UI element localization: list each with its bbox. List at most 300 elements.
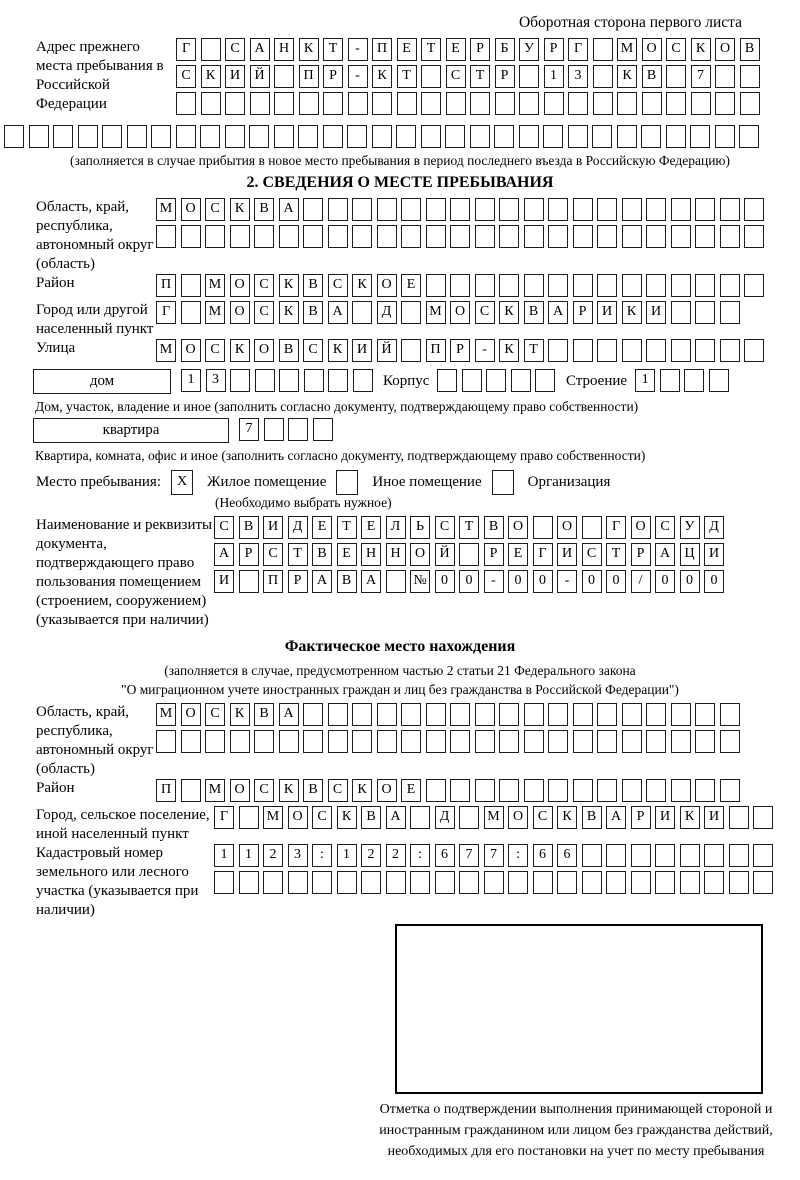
char-box[interactable]: М [156, 198, 176, 221]
char-box[interactable] [671, 198, 691, 221]
char-box[interactable] [744, 198, 764, 221]
char-box[interactable] [695, 703, 715, 726]
char-box[interactable]: М [426, 301, 446, 324]
char-box[interactable] [680, 871, 700, 894]
char-box[interactable]: Р [470, 38, 490, 61]
char-box[interactable]: В [254, 703, 274, 726]
char-box[interactable] [303, 225, 323, 248]
char-box[interactable] [573, 225, 593, 248]
char-box[interactable]: И [655, 806, 675, 829]
char-box[interactable] [499, 779, 519, 802]
char-box[interactable] [720, 274, 740, 297]
char-box[interactable] [475, 703, 495, 726]
char-box[interactable] [421, 65, 441, 88]
char-box[interactable] [646, 703, 666, 726]
char-box[interactable] [622, 225, 642, 248]
char-box[interactable]: Е [397, 38, 417, 61]
char-box[interactable] [695, 730, 715, 753]
char-box[interactable] [740, 92, 760, 115]
char-box[interactable]: Т [470, 65, 490, 88]
char-box[interactable] [486, 369, 506, 392]
char-box[interactable]: К [279, 301, 299, 324]
char-box[interactable]: П [299, 65, 319, 88]
char-box[interactable] [573, 730, 593, 753]
char-box[interactable]: Т [524, 339, 544, 362]
char-box[interactable]: С [254, 274, 274, 297]
char-box[interactable] [695, 339, 715, 362]
char-box[interactable] [459, 543, 479, 566]
char-box[interactable] [715, 125, 735, 148]
char-box[interactable] [176, 92, 196, 115]
char-box[interactable]: О [181, 339, 201, 362]
char-box[interactable]: 1 [635, 369, 655, 392]
char-box[interactable] [671, 274, 691, 297]
char-box[interactable] [508, 871, 528, 894]
char-box[interactable]: О [181, 703, 201, 726]
char-box[interactable]: И [352, 339, 372, 362]
char-box[interactable] [323, 125, 343, 148]
char-box[interactable] [372, 125, 392, 148]
char-box[interactable] [715, 92, 735, 115]
char-box[interactable]: С [205, 339, 225, 362]
char-box[interactable]: С [254, 779, 274, 802]
char-box[interactable]: О [288, 806, 308, 829]
char-box[interactable] [156, 225, 176, 248]
char-box[interactable] [519, 125, 539, 148]
char-box[interactable]: В [303, 301, 323, 324]
char-box[interactable] [176, 125, 196, 148]
char-box[interactable] [279, 369, 299, 392]
char-box[interactable] [225, 125, 245, 148]
char-box[interactable] [695, 225, 715, 248]
char-box[interactable] [401, 703, 421, 726]
char-box[interactable] [597, 225, 617, 248]
char-box[interactable]: 0 [435, 570, 455, 593]
char-box[interactable]: У [680, 516, 700, 539]
char-box[interactable] [709, 369, 729, 392]
char-box[interactable]: 7 [239, 418, 259, 441]
char-box[interactable] [299, 92, 319, 115]
char-box[interactable]: В [337, 570, 357, 593]
char-box[interactable] [684, 369, 704, 392]
char-box[interactable]: Р [631, 543, 651, 566]
char-box[interactable]: М [484, 806, 504, 829]
char-box[interactable]: И [704, 806, 724, 829]
char-box[interactable] [336, 470, 358, 495]
char-box[interactable] [377, 703, 397, 726]
char-box[interactable] [462, 369, 482, 392]
char-box[interactable] [249, 125, 269, 148]
char-box[interactable] [573, 339, 593, 362]
char-box[interactable]: 6 [557, 844, 577, 867]
char-box[interactable]: С [435, 516, 455, 539]
char-box[interactable] [753, 871, 773, 894]
char-box[interactable] [606, 871, 626, 894]
char-box[interactable] [568, 92, 588, 115]
char-box[interactable] [499, 225, 519, 248]
char-box[interactable] [582, 516, 602, 539]
char-box[interactable] [622, 198, 642, 221]
char-box[interactable] [548, 198, 568, 221]
char-box[interactable] [671, 779, 691, 802]
char-box[interactable]: В [303, 779, 323, 802]
char-box[interactable] [426, 225, 446, 248]
char-box[interactable]: 7 [459, 844, 479, 867]
char-box[interactable] [671, 730, 691, 753]
char-box[interactable] [303, 703, 323, 726]
char-box[interactable] [646, 779, 666, 802]
char-box[interactable]: П [372, 38, 392, 61]
char-box[interactable]: № [410, 570, 430, 593]
char-box[interactable] [533, 516, 553, 539]
char-box[interactable] [181, 274, 201, 297]
char-box[interactable] [437, 369, 457, 392]
char-box[interactable]: Р [484, 543, 504, 566]
char-box[interactable] [470, 125, 490, 148]
char-box[interactable]: О [181, 198, 201, 221]
char-box[interactable] [704, 871, 724, 894]
char-box[interactable] [744, 339, 764, 362]
char-box[interactable] [494, 125, 514, 148]
char-box[interactable]: С [328, 779, 348, 802]
char-box[interactable] [255, 369, 275, 392]
char-box[interactable]: 7 [691, 65, 711, 88]
char-box[interactable] [312, 871, 332, 894]
char-box[interactable]: Е [508, 543, 528, 566]
char-box[interactable] [548, 225, 568, 248]
char-box[interactable] [475, 730, 495, 753]
char-box[interactable] [499, 703, 519, 726]
char-box[interactable] [606, 844, 626, 867]
char-box[interactable] [740, 65, 760, 88]
char-box[interactable] [274, 92, 294, 115]
char-box[interactable]: П [156, 779, 176, 802]
char-box[interactable] [352, 703, 372, 726]
char-box[interactable] [499, 730, 519, 753]
char-box[interactable] [263, 871, 283, 894]
char-box[interactable]: 3 [206, 369, 226, 392]
char-box[interactable] [535, 369, 555, 392]
char-box[interactable]: 0 [508, 570, 528, 593]
char-box[interactable]: А [279, 198, 299, 221]
char-box[interactable] [303, 730, 323, 753]
char-box[interactable]: 6 [435, 844, 455, 867]
char-box[interactable] [548, 703, 568, 726]
char-box[interactable] [274, 65, 294, 88]
char-box[interactable] [337, 871, 357, 894]
char-box[interactable]: С [533, 806, 553, 829]
char-box[interactable] [597, 703, 617, 726]
char-box[interactable]: Р [573, 301, 593, 324]
char-box[interactable]: К [337, 806, 357, 829]
char-box[interactable] [328, 369, 348, 392]
char-box[interactable]: В [239, 516, 259, 539]
char-box[interactable] [492, 470, 514, 495]
char-box[interactable] [201, 38, 221, 61]
char-box[interactable] [622, 779, 642, 802]
char-box[interactable]: М [205, 779, 225, 802]
char-box[interactable] [127, 125, 147, 148]
char-box[interactable]: Р [631, 806, 651, 829]
char-box[interactable]: 0 [459, 570, 479, 593]
char-box[interactable] [720, 730, 740, 753]
char-box[interactable] [533, 871, 553, 894]
char-box[interactable]: К [499, 301, 519, 324]
char-box[interactable] [205, 730, 225, 753]
char-box[interactable] [250, 92, 270, 115]
char-box[interactable]: - [348, 65, 368, 88]
char-box[interactable] [646, 198, 666, 221]
char-box[interactable] [642, 92, 662, 115]
char-box[interactable] [435, 871, 455, 894]
char-box[interactable] [729, 806, 749, 829]
char-box[interactable]: В [361, 806, 381, 829]
char-box[interactable] [695, 779, 715, 802]
char-box[interactable]: Ь [410, 516, 430, 539]
char-box[interactable]: С [263, 543, 283, 566]
char-box[interactable]: К [279, 779, 299, 802]
char-box[interactable] [410, 871, 430, 894]
char-box[interactable]: О [715, 38, 735, 61]
char-box[interactable] [352, 730, 372, 753]
char-box[interactable] [29, 125, 49, 148]
char-box[interactable]: М [263, 806, 283, 829]
char-box[interactable] [181, 301, 201, 324]
char-box[interactable] [401, 730, 421, 753]
char-box[interactable]: Й [377, 339, 397, 362]
char-box[interactable] [450, 703, 470, 726]
char-box[interactable] [53, 125, 73, 148]
char-box[interactable] [593, 38, 613, 61]
char-box[interactable] [641, 125, 661, 148]
char-box[interactable] [254, 225, 274, 248]
char-box[interactable] [548, 730, 568, 753]
char-box[interactable]: П [263, 570, 283, 593]
char-box[interactable] [348, 92, 368, 115]
char-box[interactable]: - [557, 570, 577, 593]
char-box[interactable]: К [279, 274, 299, 297]
char-box[interactable]: : [312, 844, 332, 867]
char-box[interactable]: К [299, 38, 319, 61]
char-box[interactable] [729, 871, 749, 894]
char-box[interactable]: 0 [655, 570, 675, 593]
char-box[interactable]: Г [176, 38, 196, 61]
char-box[interactable] [475, 225, 495, 248]
char-box[interactable] [386, 871, 406, 894]
char-box[interactable] [397, 92, 417, 115]
char-box[interactable]: 3 [568, 65, 588, 88]
char-box[interactable] [655, 844, 675, 867]
char-box[interactable] [548, 779, 568, 802]
char-box[interactable]: В [524, 301, 544, 324]
char-box[interactable] [459, 871, 479, 894]
char-box[interactable]: / [631, 570, 651, 593]
char-box[interactable]: О [410, 543, 430, 566]
char-box[interactable]: - [484, 570, 504, 593]
char-box[interactable]: И [557, 543, 577, 566]
char-box[interactable]: В [303, 274, 323, 297]
char-box[interactable]: П [426, 339, 446, 362]
char-box[interactable] [288, 418, 308, 441]
char-box[interactable] [288, 871, 308, 894]
char-box[interactable]: Д [704, 516, 724, 539]
char-box[interactable] [401, 198, 421, 221]
char-box[interactable] [450, 225, 470, 248]
char-box[interactable]: К [499, 339, 519, 362]
char-box[interactable]: А [606, 806, 626, 829]
char-box[interactable]: Й [250, 65, 270, 88]
char-box[interactable] [744, 274, 764, 297]
char-box[interactable]: В [642, 65, 662, 88]
char-box[interactable]: К [352, 779, 372, 802]
char-box[interactable]: К [230, 339, 250, 362]
char-box[interactable] [622, 339, 642, 362]
char-box[interactable]: И [214, 570, 234, 593]
char-box[interactable] [720, 779, 740, 802]
char-box[interactable] [181, 225, 201, 248]
char-box[interactable]: 0 [680, 570, 700, 593]
char-box[interactable]: О [230, 779, 250, 802]
char-box[interactable] [225, 92, 245, 115]
char-box[interactable] [597, 779, 617, 802]
char-box[interactable] [410, 806, 430, 829]
char-box[interactable] [646, 225, 666, 248]
char-box[interactable]: - [475, 339, 495, 362]
char-box[interactable] [548, 274, 568, 297]
char-box[interactable]: Т [337, 516, 357, 539]
char-box[interactable]: С [205, 198, 225, 221]
char-box[interactable]: М [156, 339, 176, 362]
char-box[interactable] [426, 274, 446, 297]
char-box[interactable]: А [328, 301, 348, 324]
char-box[interactable]: О [508, 806, 528, 829]
char-box[interactable] [582, 871, 602, 894]
char-box[interactable]: С [312, 806, 332, 829]
char-box[interactable]: Е [312, 516, 332, 539]
char-box[interactable]: 1 [181, 369, 201, 392]
char-box[interactable]: Р [288, 570, 308, 593]
char-box[interactable] [671, 339, 691, 362]
char-box[interactable] [230, 730, 250, 753]
char-box[interactable]: С [475, 301, 495, 324]
char-box[interactable]: О [557, 516, 577, 539]
char-box[interactable] [597, 198, 617, 221]
char-box[interactable]: А [279, 703, 299, 726]
char-box[interactable] [264, 418, 284, 441]
char-box[interactable] [470, 92, 490, 115]
char-box[interactable] [446, 92, 466, 115]
char-box[interactable] [328, 703, 348, 726]
char-box[interactable]: М [156, 703, 176, 726]
char-box[interactable] [720, 198, 740, 221]
char-box[interactable]: Е [401, 274, 421, 297]
char-box[interactable] [377, 730, 397, 753]
char-box[interactable]: О [508, 516, 528, 539]
char-box[interactable]: К [372, 65, 392, 88]
char-box[interactable]: - [348, 38, 368, 61]
char-box[interactable] [151, 125, 171, 148]
char-box[interactable] [499, 198, 519, 221]
char-box[interactable]: А [361, 570, 381, 593]
char-box[interactable] [524, 274, 544, 297]
char-box[interactable]: С [214, 516, 234, 539]
char-box[interactable] [631, 844, 651, 867]
char-box[interactable] [666, 92, 686, 115]
char-box[interactable] [401, 301, 421, 324]
char-box[interactable]: И [646, 301, 666, 324]
char-box[interactable] [239, 871, 259, 894]
char-box[interactable]: 1 [544, 65, 564, 88]
char-box[interactable] [499, 274, 519, 297]
char-box[interactable] [102, 125, 122, 148]
char-box[interactable]: Е [446, 38, 466, 61]
char-box[interactable]: Е [401, 779, 421, 802]
char-box[interactable]: Ц [680, 543, 700, 566]
char-box[interactable]: Р [450, 339, 470, 362]
char-box[interactable]: К [201, 65, 221, 88]
char-box[interactable] [426, 198, 446, 221]
char-box[interactable] [323, 92, 343, 115]
char-box[interactable] [655, 871, 675, 894]
char-box[interactable]: А [548, 301, 568, 324]
char-box[interactable] [181, 779, 201, 802]
char-box[interactable] [524, 779, 544, 802]
char-box[interactable]: 0 [606, 570, 626, 593]
char-box[interactable]: 0 [582, 570, 602, 593]
char-box[interactable] [666, 65, 686, 88]
char-box[interactable]: В [740, 38, 760, 61]
char-box[interactable]: С [254, 301, 274, 324]
char-box[interactable]: А [214, 543, 234, 566]
char-box[interactable] [239, 570, 259, 593]
char-box[interactable]: Н [274, 38, 294, 61]
char-box[interactable] [450, 198, 470, 221]
char-box[interactable]: Д [288, 516, 308, 539]
char-box[interactable]: И [225, 65, 245, 88]
char-box[interactable] [695, 301, 715, 324]
char-box[interactable] [361, 871, 381, 894]
char-box[interactable]: 0 [704, 570, 724, 593]
char-box[interactable]: О [642, 38, 662, 61]
char-box[interactable]: В [254, 198, 274, 221]
char-box[interactable] [593, 65, 613, 88]
char-box[interactable] [690, 125, 710, 148]
char-box[interactable]: Р [495, 65, 515, 88]
char-box[interactable] [279, 225, 299, 248]
char-box[interactable]: А [250, 38, 270, 61]
char-box[interactable] [753, 844, 773, 867]
char-box[interactable]: Т [288, 543, 308, 566]
char-box[interactable] [519, 92, 539, 115]
char-box[interactable] [597, 339, 617, 362]
char-box[interactable]: О [377, 274, 397, 297]
char-box[interactable] [544, 92, 564, 115]
char-box[interactable]: Й [435, 543, 455, 566]
char-box[interactable] [511, 369, 531, 392]
char-box[interactable] [352, 198, 372, 221]
char-box[interactable]: К [328, 339, 348, 362]
char-box[interactable] [298, 125, 318, 148]
char-box[interactable]: С [666, 38, 686, 61]
char-box[interactable] [573, 779, 593, 802]
char-box[interactable] [720, 703, 740, 726]
char-box[interactable] [484, 871, 504, 894]
char-box[interactable] [519, 65, 539, 88]
char-box[interactable] [353, 369, 373, 392]
char-box[interactable]: А [386, 806, 406, 829]
char-box[interactable] [597, 274, 617, 297]
char-box[interactable]: О [450, 301, 470, 324]
